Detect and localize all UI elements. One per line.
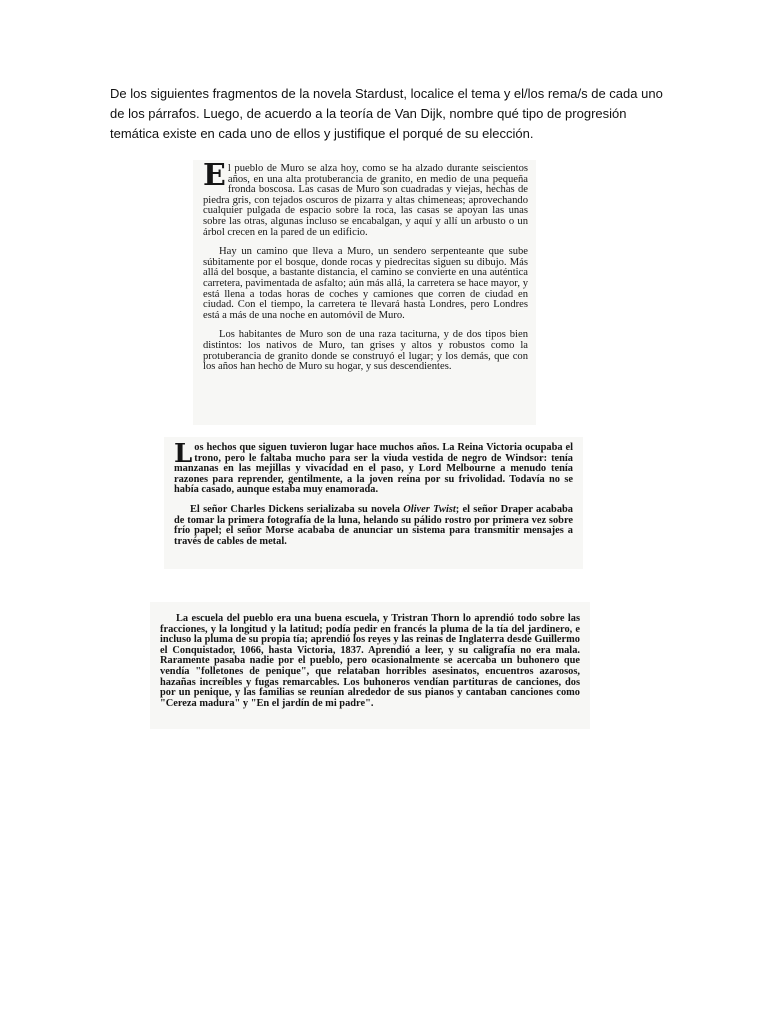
- fragment-1-paragraph-1: [203, 158, 528, 238]
- fragment-2-paragraph-2-start: El señor Charles Dickens serializaba su novela: [190, 503, 404, 515]
- fragment-3-paragraph-1: La escuela del pueblo era una buena escuela, y Tristran Thorn lo aprendió todo sobre las fracciones, y la longitud y la latitud; podía pedir en francés la pluma de la tía del jardinero, e incluso la pluma de su propia tía; aprendió los reyes y las reinas de Inglaterra desde Guillermo el Conquistador, 1066, hasta Victoria, 1837. Aprendió a leer, y su caligrafía no era mala. Raramente pasaba nadie por el pueblo, pero ocasionalmente se acercaba un buhonero que vendía "folletones de penique", que relataban horribles asesinatos, encuentros azarosos, hazañas increíbles y fugas remarcables. Los buhoneros vendían partituras de canciones, dos por un penique, y las familias se reunían alrededor de sus pianos y cantaban canciones como "Cereza madura" y "En el jardín de mi padre".: [160, 613, 580, 709]
- fragment-2-scan: [164, 437, 583, 569]
- fragment-1-paragraph-2: Hay un camino que lleva a Muro, un sendero serpenteante que sube súbitamente por el bosque, donde rocas y piedrecitas siguen su dibujo. Más allá del bosque, a bastante distancia, el camino se convierte en una auténtica carretera, pavimentada de asfalto; aún más allá, la carretera se hace mayor, y está llena a todas horas de coches y camiones que corren de ciudad en ciudad. Con el tiempo, la carretera te llevará hasta Londres, pero Londres está a más de una noche en automóvil de Muro.: [203, 246, 528, 321]
- fragment-2-paragraph-2: [174, 505, 573, 547]
- fragment-1-paragraph-3: Los habitantes de Muro son de una raza taciturna, y de dos tipos bien distintos: los nativos de Muro, tan grises y altos y robustos como la protuberancia de granito donde se construyó el lugar; y los demás, que con los años han hecho de Muro su hogar, y sus descendientes.: [203, 329, 528, 373]
- fragment-3-scan: [150, 602, 590, 729]
- fragment-2-dropcap: L: [174, 439, 193, 469]
- fragment-1-paragraph-1-text: l pueblo de Muro se alza hoy, como se ha alzado durante seiscientos años, en una alta protuberancia de granito, en medio de una pequeña fronda boscosa. Las casas de Muro son cuadradas y viejas, hechas de piedra gris, con tejados oscuros de pizarra y altas chimeneas; aprovechando cualquier pulgada de espacio sobre la roca, las casas se apoyan las unas sobre las otras, algunas incluso se encabalgan, y aquí y allí un arbusto o un árbol crecen en la pared de un edificio.: [203, 163, 528, 238]
- fragment-2-paragraph-1: [174, 439, 573, 496]
- fragment-1-dropcap: E: [203, 158, 226, 193]
- fragment-1-scan: [193, 160, 536, 425]
- instructions-paragraph: De los siguientes fragmentos de la novela Stardust, localice el tema y el/los rema/s de cada uno de los párrafos. Luego, de acuerdo a la teoría de Van Dijk, nombre qué tipo de progresión temática existe en cada uno de ellos y justifique el porqué de su elección.: [110, 86, 663, 141]
- fragment-2-paragraph-2-end: ; el señor Draper acababa de tomar la primera fotografía de la luna, helando su pálido rostro por primera vez sobre frío papel; el señor Morse acababa de anunciar un sistema para transmitir mensajes a través de cables de metal.: [174, 503, 573, 547]
- fragment-2-novel-title: Oliver Twist: [403, 503, 456, 515]
- fragment-2-paragraph-1-text: os hechos que siguen tuvieron lugar hace muchos años. La Reina Victoria ocupaba el trono, pero le faltaba mucho para ser la viuda vestida de negro de Windsor: tenía manzanas en las mejillas y vivacidad en el paso, y Lord Melbourne a menudo tenía razones para reprender, gentilmente, a la joven reina por su frivolidad. Todavía no se había casado, aunque estaba muy enamorada.: [174, 442, 573, 496]
